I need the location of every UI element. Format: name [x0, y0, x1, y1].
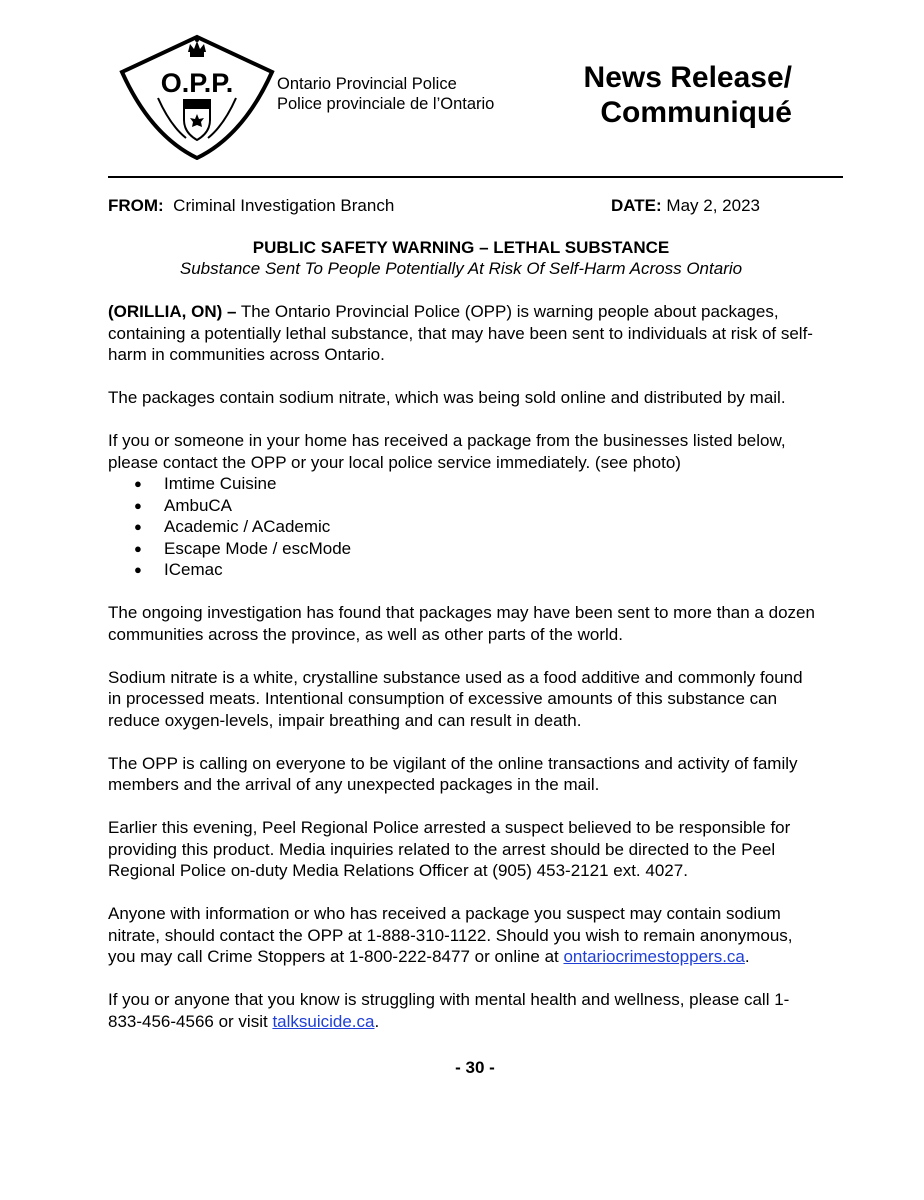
headline-subtitle: Substance Sent To People Potentially At Risk Of Self-Harm Across Ontario	[179, 259, 743, 278]
headline-title: PUBLIC SAFETY WARNING – LETHAL SUBSTANCE	[252, 238, 670, 257]
bullet-icon: ●	[134, 497, 142, 513]
paragraph-contact-request: If you or someone in your home has received a package from the businesses listed below, please contact the OPP or your local police service immediately. (see photo)	[108, 431, 786, 472]
talk-suicide-link[interactable]: talksuicide.ca	[272, 1011, 375, 1031]
paragraph-tips: Anyone with information or who has received a package you suspect may contain sodium nitrate, should contact the OPP at 1-888-310-1122. Should you wish to remain anonymous, you may call Crime Stoppers at 1-800-222-8477 or online at ontariocrimestoppers.ca.	[108, 904, 793, 966]
release-title-fr: Communiqué	[600, 96, 792, 129]
list-item: ● Academic / ACademic	[134, 517, 331, 536]
logo-text: O.P.P.	[160, 68, 234, 98]
date-label: DATE:	[611, 196, 662, 215]
org-name-fr: Police provinciale de l’Ontario	[277, 95, 495, 113]
list-item: ● ICemac	[134, 560, 223, 579]
from-value: Criminal Investigation Branch	[173, 196, 395, 215]
paragraph-intro	[108, 301, 820, 366]
paragraph-sodium-nitrate: Sodium nitrate is a white, crystalline substance used as a food additive and commonly found in processed meats. Intentional consumption of excessive amounts of this substance can reduce oxygen-levels, impair breathing and can result in death.	[108, 667, 803, 730]
date-line	[611, 196, 760, 216]
release-body	[108, 301, 820, 1032]
organization-name	[277, 74, 494, 114]
paragraph-substance: The packages contain sodium nitrate, which was being sold online and distributed by mail.	[108, 388, 786, 407]
business-list	[108, 473, 820, 581]
header-divider	[108, 176, 843, 178]
crime-stoppers-link[interactable]: ontariocrimestoppers.ca	[563, 947, 745, 966]
headline	[108, 237, 814, 279]
list-item: ● Imtime Cuisine	[134, 474, 277, 493]
paragraph-investigation: The ongoing investigation has found that packages may have been sent to more than a dozen communities across the province, as well as other parts of the world.	[108, 603, 815, 644]
paragraph-intro-text: The Ontario Provincial Police (OPP) is warning people about packages, containing a potentially lethal substance, that may have been sent to individuals at risk of self-harm in communities across Ontario.	[108, 302, 813, 364]
bullet-icon: ●	[134, 476, 142, 491]
paragraph-vigilance: The OPP is calling on everyone to be vigilant of the online transactions and activity of family members and the arrival of any unexpected packages in the mail.	[108, 753, 798, 794]
org-name-en: Ontario Provincial Police	[277, 75, 457, 93]
list-item: ● AmbuCA	[134, 495, 233, 515]
date-value: May 2, 2023	[666, 196, 760, 215]
paragraph-arrest: Earlier this evening, Peel Regional Police arrested a suspect believed to be responsible for providing this product. Media inquiries related to the arrest should be directed to the Peel Regional Police on-duty Media Relations Officer at (905) 453-2121 ext. 4027.	[108, 818, 791, 880]
from-label: FROM:	[108, 196, 164, 215]
opp-logo	[118, 34, 276, 160]
release-title-en: News Release/	[583, 61, 792, 94]
bullet-icon: ●	[134, 562, 142, 577]
end-marker: - 30 -	[455, 1058, 495, 1077]
paragraph-mental-health: If you or anyone that you know is struggling with mental health and wellness, please call 1-833-456-4566 or visit talksuicide.ca.	[108, 990, 790, 1031]
bullet-icon: ●	[134, 519, 142, 534]
list-item: ● Escape Mode / escMode	[134, 538, 352, 558]
from-line	[108, 196, 394, 216]
release-title	[584, 60, 792, 130]
dateline: (ORILLIA, ON) –	[108, 302, 237, 321]
bullet-icon: ●	[134, 540, 142, 556]
